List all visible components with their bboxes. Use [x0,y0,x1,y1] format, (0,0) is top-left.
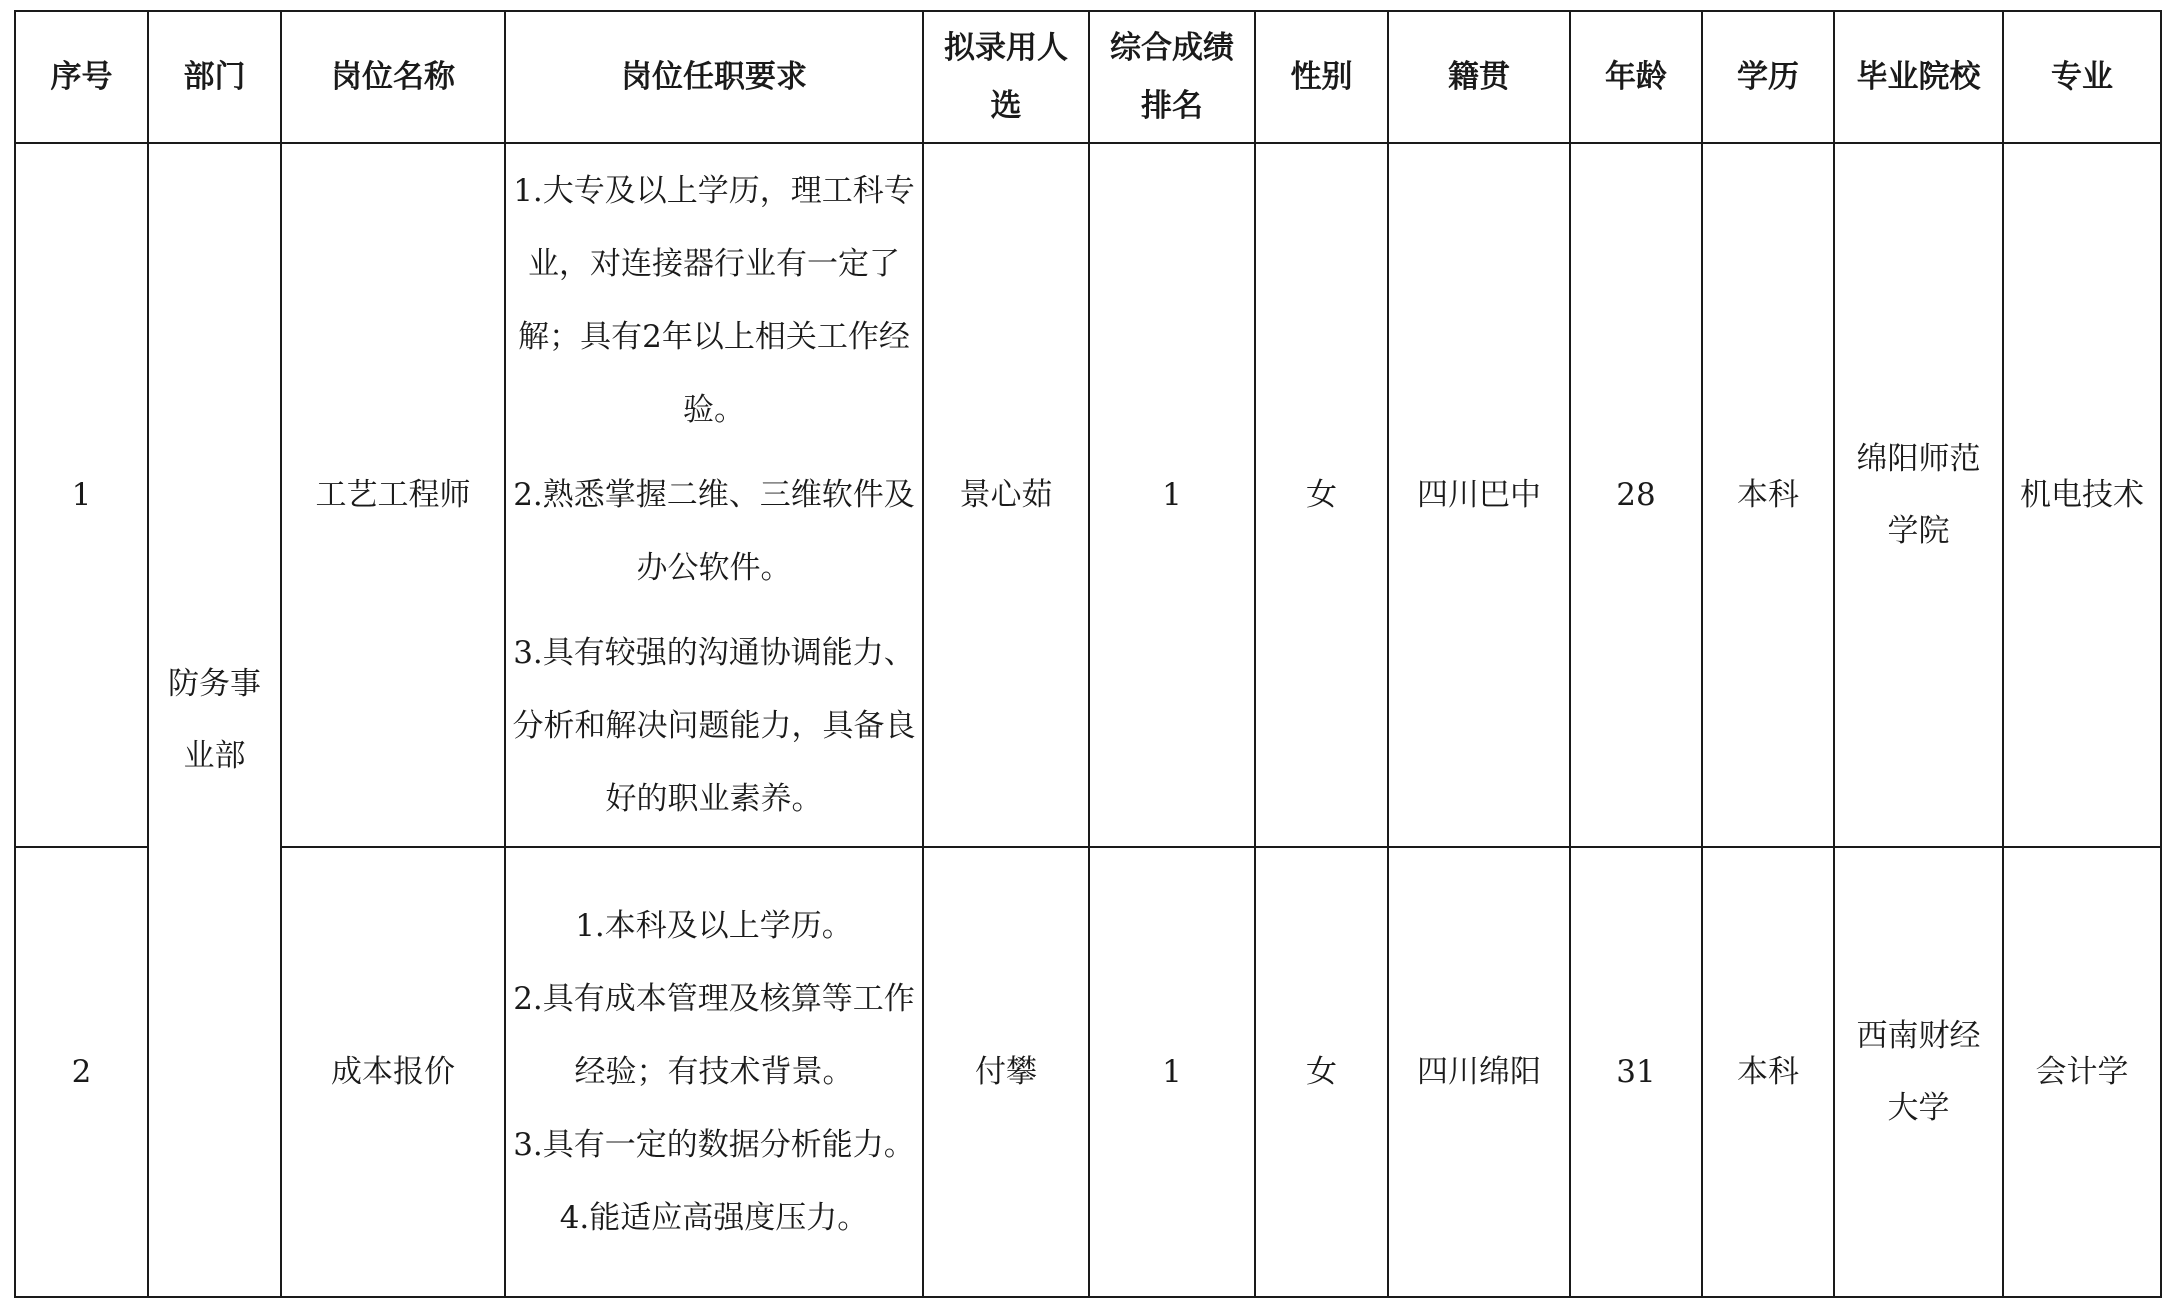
header-position: 岗位名称 [281,11,505,143]
cell-rank: 1 [1089,143,1255,847]
header-school: 毕业院校 [1834,11,2003,143]
cell-index: 1 [15,143,148,847]
cell-origin: 四川巴中 [1388,143,1570,847]
requirement-item: 3.具有一定的数据分析能力。 [513,1126,915,1163]
department-label: 防务事业部 [168,666,261,774]
requirement-item: 3.具有较强的沟通协调能力、分析和解决问题能力，具备良好的职业素养。 [512,634,916,817]
header-gender: 性别 [1255,11,1388,143]
header-department: 部门 [148,11,281,143]
cell-school [1834,847,2003,1297]
cell-school [1834,143,2003,847]
cell-index: 2 [15,847,148,1297]
header-age: 年龄 [1570,11,1702,143]
header-education: 学历 [1702,11,1834,143]
header-origin: 籍贯 [1388,11,1570,143]
table-row [15,847,2161,1297]
header-index: 序号 [15,11,148,143]
header-rank [1089,11,1255,143]
recruitment-table [14,10,2162,1298]
cell-candidate: 景心茹 [923,143,1089,847]
header-rank-label: 综合成绩排名 [1110,30,1234,124]
cell-gender: 女 [1255,143,1388,847]
requirement-item: 2.具有成本管理及核算等工作经验；有技术背景。 [513,980,915,1090]
cell-origin: 四川绵阳 [1388,847,1570,1297]
cell-position: 工艺工程师 [281,143,505,847]
cell-age: 31 [1570,847,1702,1297]
cell-education: 本科 [1702,847,1834,1297]
cell-department [148,143,281,1297]
header-candidate [923,11,1089,143]
requirement-item: 1.大专及以上学历，理工科专业，对连接器行业有一定了解；具有2年以上相关工作经验。 [513,172,915,428]
table-row [15,143,2161,847]
cell-gender: 女 [1255,847,1388,1297]
requirement-item: 2.熟悉掌握二维、三维软件及办公软件。 [513,476,915,586]
cell-requirements [505,847,923,1297]
school-label: 西南财经大学 [1856,1018,1981,1126]
cell-education: 本科 [1702,143,1834,847]
header-row [15,11,2161,143]
header-candidate-label: 拟录用人选 [944,30,1068,124]
cell-requirements [505,143,923,847]
header-requirements: 岗位任职要求 [505,11,923,143]
school-label: 绵阳师范学院 [1856,441,1981,549]
cell-position: 成本报价 [281,847,505,1297]
cell-age: 28 [1570,143,1702,847]
requirement-item: 4.能适应高强度压力。 [559,1199,869,1236]
cell-major: 机电技术 [2003,143,2161,847]
header-major: 专业 [2003,11,2161,143]
cell-candidate: 付攀 [923,847,1089,1297]
cell-major: 会计学 [2003,847,2161,1297]
cell-rank: 1 [1089,847,1255,1297]
requirement-item: 1.本科及以上学历。 [575,907,853,944]
